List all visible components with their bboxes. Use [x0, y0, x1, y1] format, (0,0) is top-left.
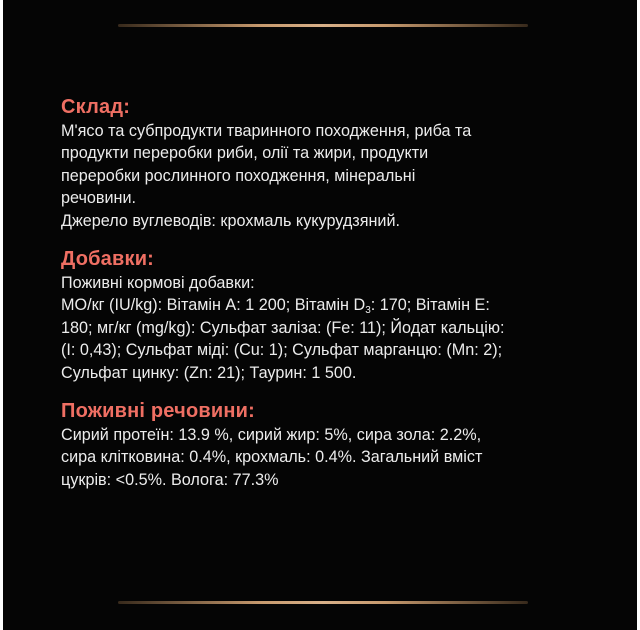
text-line: (I: 0,43); Сульфат міді: (Cu: 1); Сульфат марганцю: (Mn: 2); [61, 341, 503, 360]
text-line: Сульфат цинку: (Zn: 21); Таурин: 1 500. [61, 363, 357, 382]
subscript: 3 [365, 305, 371, 317]
content-block [61, 94, 601, 505]
text-line: сира клітковина: 0.4%, крохмаль: 0.4%. Загальний вміст [61, 448, 483, 467]
text-line: М'ясо та субпродукти тваринного походження, риба та [61, 122, 472, 140]
composition-section [61, 94, 601, 232]
text-line-part: МО/кг (IU/kg): Вітамін А: 1 200; Вітамін D [61, 296, 366, 315]
text-line: Сирий протеїн: 13.9 %, сирий жир: 5%, сира зола: 2.2%, [61, 426, 482, 445]
nutrients-section [61, 398, 601, 491]
additives-text [61, 272, 601, 384]
additives-section [61, 246, 601, 384]
text-line: 180; мг/кг (mg/kg): Сульфат заліза: (Fe: 11); Йодат кальцію: [61, 318, 505, 337]
text-line: цукрів: <0.5%. Волога: 77.3% [61, 470, 279, 489]
text-line: речовини. [61, 189, 137, 208]
text-line: Джерело вуглеводів: крохмаль кукурудзяний. [61, 211, 400, 230]
text-line-part: : 170; Вітамін Е: [370, 296, 490, 315]
top-divider [118, 24, 528, 27]
composition-text [61, 120, 601, 232]
nutrients-text [61, 424, 601, 491]
bottom-divider [118, 601, 528, 604]
nutrients-heading: Поживні речовини: [61, 400, 255, 423]
text-line: переробки рослинного походження, мінеральні [61, 166, 416, 185]
text-line: Поживні кормові добавки: [61, 274, 255, 293]
additives-heading: Добавки: [61, 248, 155, 271]
composition-heading: Склад: [61, 96, 131, 118]
info-panel [3, 0, 637, 630]
text-line: продукти переробки риби, олії та жири, продукти [61, 144, 429, 163]
